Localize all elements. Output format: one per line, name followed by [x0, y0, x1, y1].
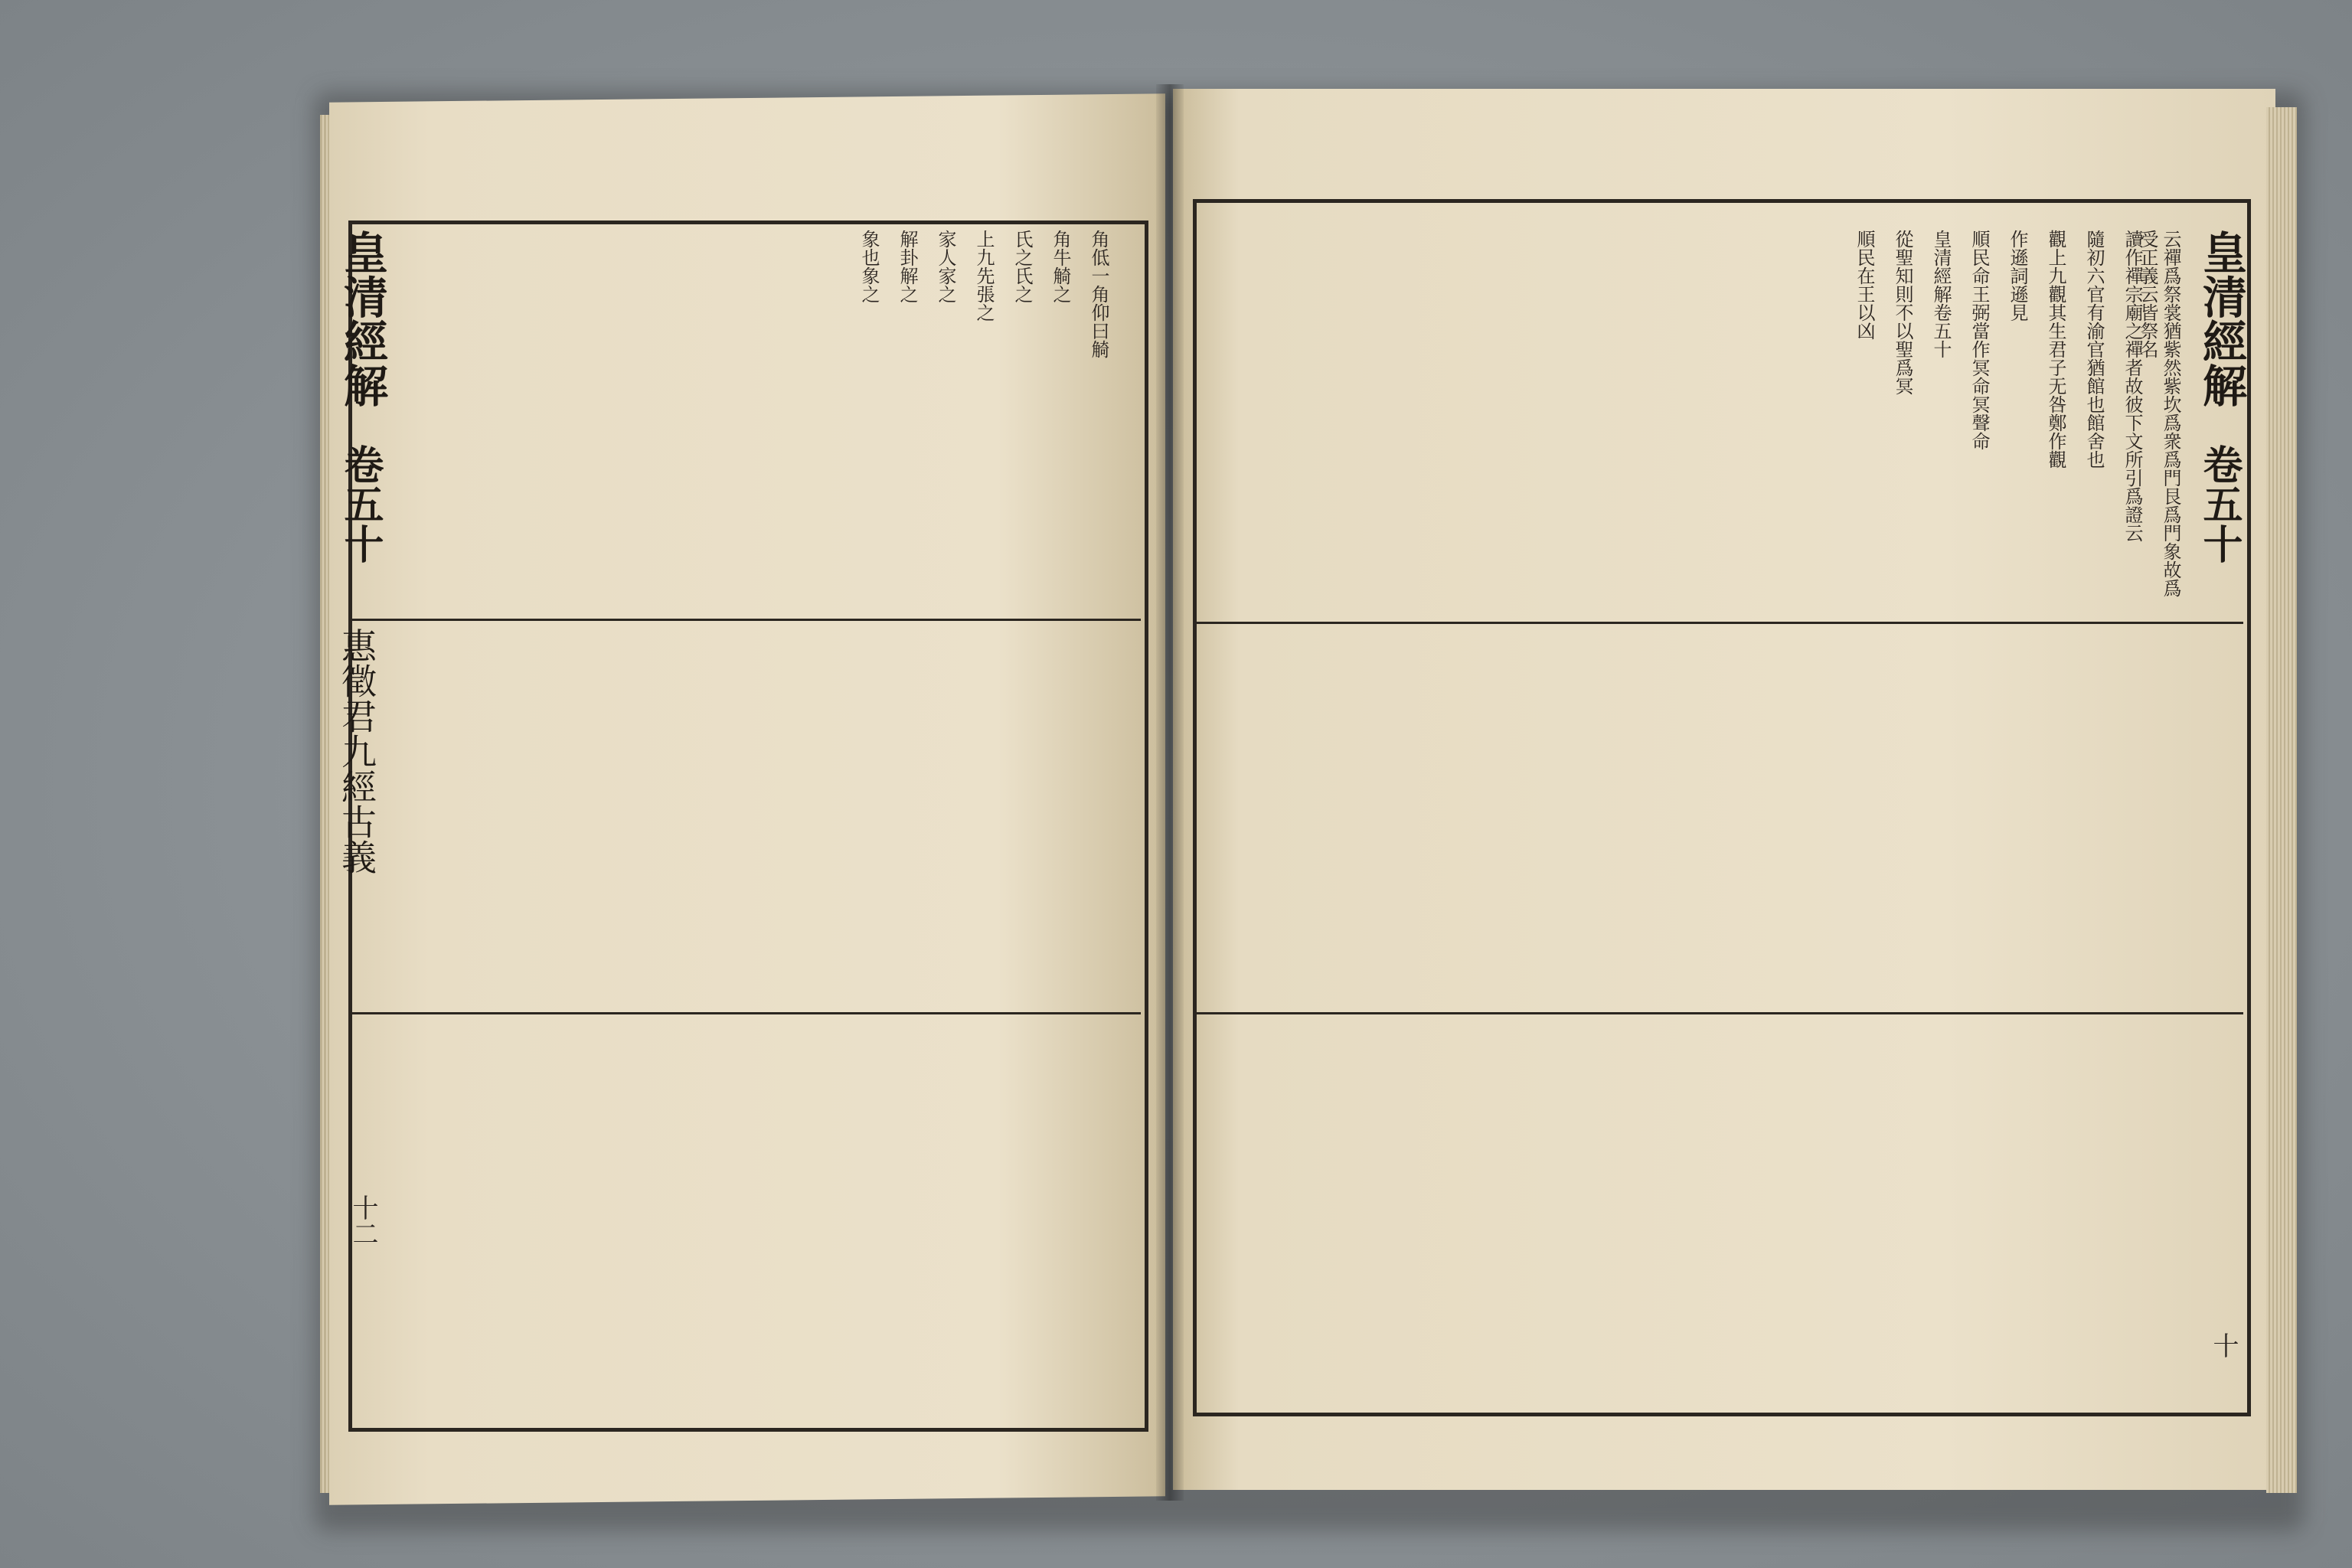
text-column: 云禪爲祭裳猶紫然紫坎爲衆爲門艮爲門象故爲受正義云皆祭名: [2137, 230, 2181, 597]
right-volume-label: 卷五十: [2196, 444, 2243, 564]
book-gutter: [1156, 84, 1184, 1501]
text-column: 上九先張之: [973, 230, 995, 322]
text-column: 從聖知則不以聖爲冥: [1892, 230, 1913, 395]
right-register-rule-1: [1196, 622, 2243, 624]
right-page-number: 十: [2208, 1332, 2239, 1358]
chapter-label: 惠徵君九經古義: [336, 628, 377, 874]
left-page-number: 十二: [348, 1194, 378, 1246]
text-column: 皇清經解卷五十: [1930, 230, 1952, 358]
left-register-rule-2: [352, 1012, 1141, 1014]
right-register-rule-2: [1196, 1012, 2243, 1014]
left-volume-label: 卷五十: [337, 444, 384, 564]
text-column: 隨初六官有渝官猶館也館舍也: [2083, 230, 2105, 469]
text-column: 解卦解之: [897, 230, 918, 303]
left-book-title: 皇清經解: [336, 230, 388, 407]
text-column: 讀作禪宗廟之禪者故彼下文所引爲證云: [2122, 230, 2143, 542]
text-column: 角牛觭之: [1050, 230, 1071, 303]
text-column: 家人家之: [935, 230, 956, 303]
text-column: 象也象之: [858, 230, 880, 303]
right-book-title: 皇清經解: [2195, 230, 2247, 407]
left-register-rule-1: [352, 619, 1141, 621]
text-column: 作遜詞遜見: [2007, 230, 2028, 322]
text-column: 角低一角仰曰觭: [1088, 230, 1109, 358]
text-column: 觀上九觀其生君子无咎鄭作觀: [2045, 230, 2066, 469]
text-column: 氏之氏之: [1011, 230, 1033, 303]
text-column: 順民命王弼當作冥命冥聲命: [1968, 230, 1990, 450]
text-column: 順民在王以凶: [1854, 230, 1875, 340]
page-edge-right: [2266, 107, 2297, 1493]
